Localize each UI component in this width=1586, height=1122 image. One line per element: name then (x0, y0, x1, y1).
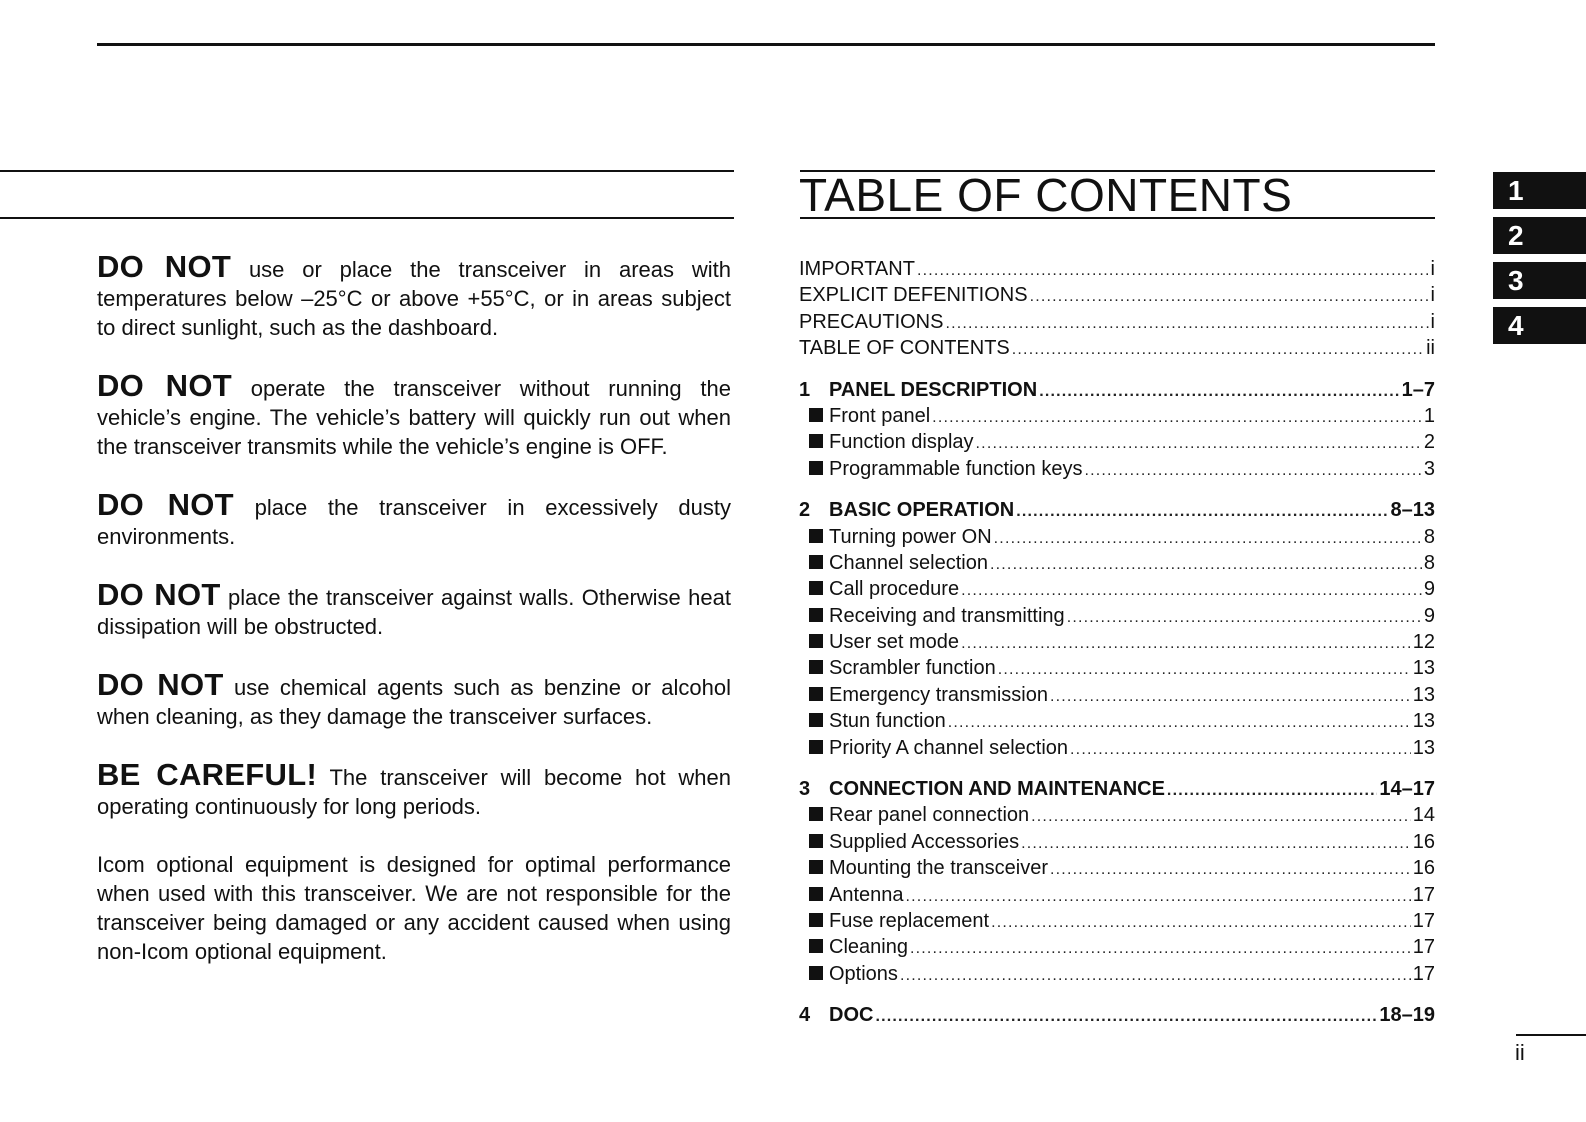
toc-section-entry[interactable] (799, 429, 1435, 455)
toc-title: TABLE OF CONTENTS (799, 169, 1293, 221)
toc-section-entry[interactable] (799, 908, 1435, 934)
toc-leader-dots (990, 550, 1422, 578)
toc-section-entry[interactable] (799, 603, 1435, 629)
toc-entry-page: 9 (1423, 604, 1435, 627)
page-number-rule (1516, 1034, 1586, 1036)
chapter-tab-3[interactable]: 3 (1493, 262, 1586, 299)
toc-leader-dots (917, 256, 1429, 284)
toc-chapter-entry[interactable] (799, 377, 1435, 403)
square-bullet-icon (799, 429, 829, 455)
square-bullet-icon (799, 961, 829, 987)
toc-entry-page: i (1430, 310, 1435, 333)
toc-leader-dots (1084, 456, 1421, 484)
chapter-tab-1[interactable]: 1 (1493, 172, 1586, 209)
precaution-paragraph (97, 757, 731, 821)
toc-entry-label: Supplied Accessories (829, 830, 1020, 853)
toc-entry-page: 13 (1412, 736, 1435, 759)
toc-chapter-entry[interactable] (799, 1002, 1435, 1028)
toc-entry-page: 17 (1412, 883, 1435, 906)
precaution-lead: DO NOT (97, 577, 221, 612)
square-bullet-icon (799, 735, 829, 761)
toc-section-entry[interactable] (799, 456, 1435, 482)
precaution-lead: DO NOT (97, 487, 234, 522)
toc-chapter-label: PANEL DESCRIPTION (829, 378, 1038, 401)
toc-leader-dots (1050, 855, 1411, 883)
toc-entry-label: Scrambler function (829, 657, 996, 680)
toc-section-entry[interactable] (799, 708, 1435, 734)
toc-front-entry[interactable] (799, 256, 1435, 282)
square-bullet-icon (799, 934, 829, 960)
toc-chapter-entry[interactable] (799, 497, 1435, 523)
precaution-paragraph (97, 368, 731, 461)
toc-front-entry[interactable] (799, 309, 1435, 335)
page-number: ii (1515, 1040, 1525, 1065)
toc-entry-label: Options (829, 962, 898, 985)
toc-entry-page: 14 (1412, 804, 1435, 827)
toc-entry-page: 13 (1412, 657, 1435, 680)
toc-entry-label: User set mode (829, 631, 960, 654)
toc-leader-dots (1012, 335, 1424, 363)
toc-entry-page: 13 (1412, 683, 1435, 706)
toc-entry-label: Programmable function keys (829, 457, 1083, 480)
precaution-text: The transceiver will become hot when operating continuously for long periods. (97, 765, 731, 819)
left-section-rule-bottom (0, 217, 734, 219)
toc-entry-label: Receiving and transmitting (829, 604, 1065, 627)
toc-chapter-number: 2 (799, 499, 811, 522)
toc-leader-dots (1050, 682, 1411, 710)
toc-entry-page: 17 (1412, 909, 1435, 932)
toc-chapter-number: 1 (799, 378, 811, 401)
toc-leader-dots (991, 908, 1411, 936)
chapter-tab-2[interactable]: 2 (1493, 217, 1586, 254)
toc-leader-dots (1031, 802, 1411, 830)
toc-entry-label: Stun function (829, 710, 946, 733)
precaution-text: use chemical agents such as benzine or alcohol when cleaning, as they damage the transceiver surfaces. (97, 675, 732, 729)
table-of-contents (799, 256, 1435, 1029)
square-bullet-icon (799, 629, 829, 655)
toc-chapter-number: 4 (799, 1004, 811, 1027)
toc-entry-page: 17 (1412, 936, 1435, 959)
toc-entry-page: 8 (1423, 525, 1435, 548)
square-bullet-icon (799, 403, 829, 429)
closing-paragraph: Icom optional equipment is designed for optimal performance when used with this transceiver. We are not responsible for the transceiver being damaged or any accident caused when using non-Icom optional equipment. (97, 852, 731, 964)
square-bullet-icon (799, 456, 829, 482)
precaution-text: place the transceiver in excessively dusty environments. (97, 495, 731, 549)
precaution-paragraph (97, 487, 731, 551)
square-bullet-icon (799, 882, 829, 908)
square-bullet-icon (799, 708, 829, 734)
toc-entry-page: 9 (1423, 578, 1435, 601)
toc-chapter-page: 8–13 (1390, 499, 1435, 522)
toc-section-entry[interactable] (799, 934, 1435, 960)
toc-section-entry[interactable] (799, 735, 1435, 761)
toc-chapter-page: 18–19 (1379, 1004, 1435, 1027)
toc-leader-dots (1021, 829, 1411, 857)
toc-chapter-page: 1–7 (1401, 378, 1435, 401)
square-bullet-icon (799, 576, 829, 602)
toc-leader-dots (906, 882, 1411, 910)
square-bullet-icon (799, 908, 829, 934)
precaution-lead: BE CAREFUL! (97, 757, 318, 792)
toc-leader-dots (1039, 377, 1399, 405)
square-bullet-icon (799, 655, 829, 681)
toc-leader-dots (1167, 776, 1377, 804)
square-bullet-icon (799, 802, 829, 828)
toc-entry-page: 16 (1412, 857, 1435, 880)
toc-leader-dots (932, 403, 1422, 431)
toc-leader-dots (961, 629, 1411, 657)
precaution-lead: DO NOT (97, 667, 224, 702)
toc-entry-label: Cleaning (829, 936, 908, 959)
toc-entry-label: Front panel (829, 404, 931, 427)
toc-leader-dots (875, 1002, 1377, 1030)
toc-entry-label: Mounting the transceiver (829, 857, 1049, 880)
toc-section-entry[interactable] (799, 855, 1435, 881)
toc-entry-page: 1 (1423, 404, 1435, 427)
toc-section-entry[interactable] (799, 829, 1435, 855)
toc-entry-page: 12 (1412, 631, 1435, 654)
square-bullet-icon (799, 603, 829, 629)
toc-front-entry[interactable] (799, 282, 1435, 308)
toc-leader-dots (961, 576, 1422, 604)
toc-leader-dots (976, 429, 1422, 457)
square-bullet-icon (799, 829, 829, 855)
toc-leader-dots (1016, 497, 1388, 525)
toc-front-entry[interactable] (799, 335, 1435, 361)
toc-chapter-page: 14–17 (1379, 778, 1435, 801)
square-bullet-icon (799, 550, 829, 576)
toc-chapter-label: DOC (829, 1004, 874, 1027)
toc-entry-label: Function display (829, 431, 974, 454)
top-rule (97, 43, 1435, 46)
toc-section-entry[interactable] (799, 802, 1435, 828)
precaution-lead: DO NOT (97, 249, 232, 284)
precaution-paragraph (97, 249, 731, 342)
toc-chapter-label: BASIC OPERATION (829, 499, 1015, 522)
toc-chapter-entry[interactable] (799, 776, 1435, 802)
toc-entry-label: Rear panel connection (829, 804, 1030, 827)
toc-section-entry[interactable] (799, 524, 1435, 550)
toc-entry-label: Call procedure (829, 578, 960, 601)
toc-section-entry[interactable] (799, 682, 1435, 708)
toc-section-entry[interactable] (799, 882, 1435, 908)
toc-leader-dots (945, 309, 1428, 337)
toc-entry-label: Channel selection (829, 551, 988, 574)
toc-entry-page: i (1430, 258, 1435, 280)
toc-entry-page: 17 (1412, 962, 1435, 985)
toc-section-entry[interactable] (799, 655, 1435, 681)
toc-leader-dots (998, 655, 1411, 683)
precaution-paragraph (97, 577, 731, 641)
square-bullet-icon (799, 855, 829, 881)
toc-leader-dots (1030, 282, 1429, 310)
toc-entry-label: PRECAUTIONS (799, 310, 944, 333)
toc-entry-page: 13 (1412, 710, 1435, 733)
toc-leader-dots (994, 524, 1422, 552)
toc-entry-label: Emergency transmission (829, 683, 1048, 706)
toc-section-entry[interactable] (799, 403, 1435, 429)
toc-entry-label: Priority A channel selection (829, 736, 1069, 759)
square-bullet-icon (799, 682, 829, 708)
toc-entry-page: 16 (1412, 830, 1435, 853)
toc-leader-dots (1067, 603, 1422, 631)
left-section-rule-top (0, 170, 734, 172)
precaution-lead: DO NOT (97, 368, 232, 403)
toc-entry-page: 2 (1423, 431, 1435, 454)
precaution-paragraph (97, 667, 732, 731)
toc-entry-label: Antenna (829, 883, 904, 906)
toc-leader-dots (900, 961, 1411, 989)
toc-entry-label: EXPLICIT DEFENITIONS (799, 284, 1028, 307)
toc-section-entry[interactable] (799, 961, 1435, 987)
toc-chapter-number: 3 (799, 778, 811, 801)
toc-entry-label: IMPORTANT (799, 258, 915, 280)
toc-section-entry[interactable] (799, 629, 1435, 655)
precautions-column (97, 249, 732, 995)
precaution-text: use or place the transceiver in areas with temperatures below –25°C or above +55°C, or in areas subject to direct sunlight, such as the dashboard. (97, 257, 731, 340)
toc-leader-dots (1070, 735, 1411, 763)
toc-entry-label: Fuse replacement (829, 909, 990, 932)
toc-leader-dots (948, 708, 1411, 736)
toc-entry-page: 8 (1423, 551, 1435, 574)
toc-entry-page: 3 (1423, 457, 1435, 480)
toc-leader-dots (910, 934, 1411, 962)
precaution-text: operate the transceiver without running the vehicle’s engine. The vehicle’s battery will quickly run out when the transceiver transmits while the vehicle’s engine is OFF. (97, 376, 731, 459)
toc-entry-label: Turning power ON (829, 525, 992, 548)
precaution-text: place the transceiver against walls. Otherwise heat dissipation will be obstructed. (97, 585, 731, 639)
chapter-tab-4[interactable]: 4 (1493, 307, 1586, 344)
toc-entry-page: ii (1426, 337, 1435, 360)
toc-entry-label: TABLE OF CONTENTS (799, 337, 1010, 360)
toc-chapter-label: CONNECTION AND MAINTENANCE (829, 778, 1165, 801)
square-bullet-icon (799, 524, 829, 550)
toc-section-entry[interactable] (799, 550, 1435, 576)
toc-entry-page: i (1430, 284, 1435, 307)
toc-section-entry[interactable] (799, 576, 1435, 602)
